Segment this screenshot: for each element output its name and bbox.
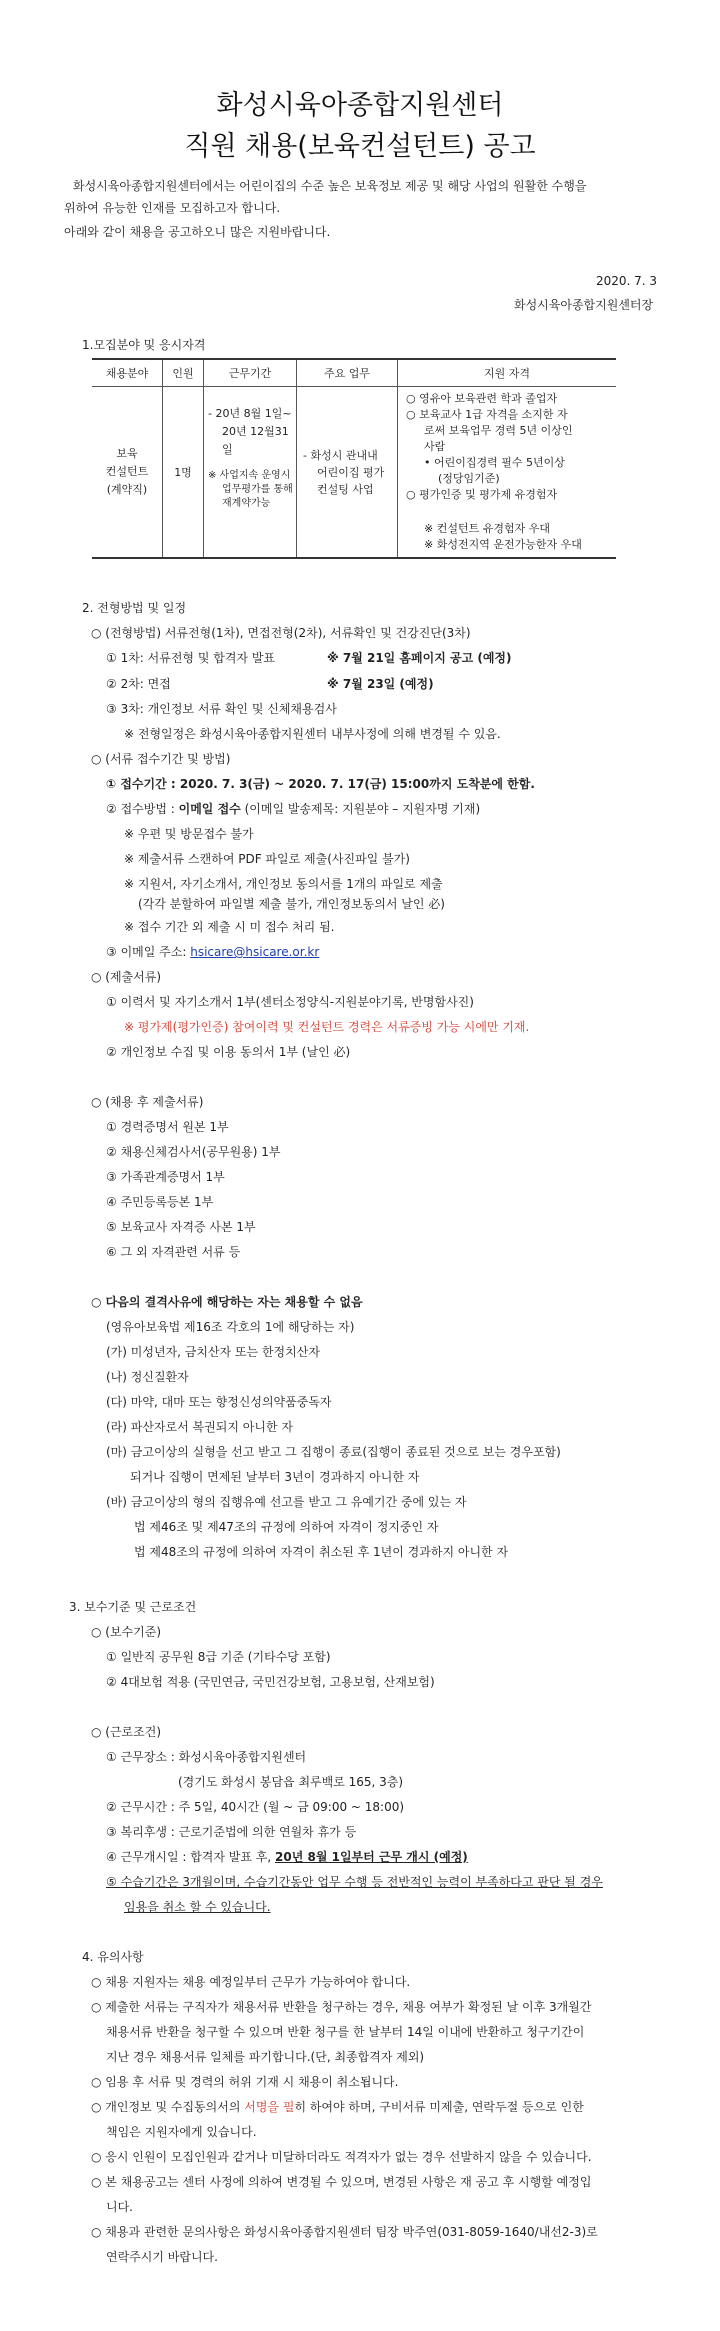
qual-note-line: ※ 화성전지역 운전가능한자 우대 [424,538,582,551]
note-text: 히 하여야 하며, 구비서류 미제출, 연락두절 등으로 인한 [294,2100,584,2114]
selection-method: ○ (전형방법) 서류전형(1차), 면접전형(2차), 서류확인 및 건강진단(3차) [91,626,471,640]
table-row [92,387,616,559]
list-item: ○ 채용 지원자는 채용 예정일부터 근무가 가능하여야 합니다. [91,1975,411,1989]
list-item: 연락주시기 바랍니다. [106,2250,218,2264]
receipt-method-rest: (이메일 발송제목: 지원분야 – 지원자명 기재) [240,802,481,816]
selection-step: ② 2차: 면접 [106,677,171,691]
period-note-line: ※ 사업지속 운영시 [208,470,291,481]
receipt-method-value: 이메일 접수 [178,802,241,816]
list-item: 책임은 지원자에게 있습니다. [106,2125,257,2139]
list-item: ⑤ 보육교사 자격증 사본 1부 [106,1220,256,1234]
period-note-line: 업무평가를 통해 [222,484,293,495]
announcement-date: 2020. 7. 3 [596,274,658,288]
selection-step: ③ 3차: 개인정보 서류 확인 및 신체채용검사 [106,702,337,716]
receipt-note: ※ 접수 기간 외 제출 시 미 접수 처리 됨. [124,920,335,934]
field-line: 보육 [116,447,138,460]
list-item: ① 일반직 공무원 8급 기준 (기타수당 포함) [106,1650,331,1664]
list-item: (다) 마약, 대마 또는 향정신성의약품중독자 [106,1395,332,1409]
work-address: (경기도 화성시 봉담읍 최루백로 165, 3층) [178,1775,404,1789]
list-item: ③ 가족관계증명서 1부 [106,1170,225,1184]
work-start [106,1850,468,1864]
list-item: ○ 본 채용공고는 센터 사정에 의하여 변경될 수 있으며, 변경된 사항은 재 공고 후 시행할 예정입 [91,2175,592,2189]
field-line: 컨설턴트 [105,465,149,478]
docs-item: ② 개인정보 수집 및 이용 동의서 1부 (날인 必) [106,1045,351,1059]
list-item: ② 채용신체검사서(공무원용) 1부 [106,1145,281,1159]
list-item: 채용서류 반환을 청구할 수 있으며 반환 청구를 한 날부터 14일 이내에 반환하고 청구기간이 [106,2025,585,2039]
col-header-qualification: 지원 자격 [398,359,617,387]
email-link[interactable]: hsicare@hsicare.or.kr [190,945,320,959]
qual-line: (정당임기준) [438,472,500,485]
after-heading: ○ (채용 후 제출서류) [91,1095,204,1109]
cell-qualification [398,387,617,559]
qual-line: 사람 [424,440,446,453]
duty-line: 어린이집 평가 [317,465,385,479]
receipt-note: (각각 분할하여 파일별 제출 불가, 개인정보동의서 날인 必) [138,897,445,911]
qual-line: 로써 보육업무 경력 5년 이상인 [424,424,573,437]
qual-line: • 어린이집경력 필수 5년이상 [424,456,565,469]
receipt-note: ※ 우편 및 방문접수 불가 [124,827,254,841]
pay-heading: ○ (보수기준) [91,1625,162,1639]
list-item: 니다. [106,2200,133,2214]
receipt-method [106,802,480,816]
col-header-count: 인원 [163,359,204,387]
cell-field [92,387,163,559]
intro-line-2: 위하여 유능한 인재를 모집하고자 합니다. [64,201,281,215]
section4-heading: 4. 유의사항 [82,1950,144,1964]
receipt-note: ※ 제출서류 스캔하여 PDF 파일로 제출(사진파일 불가) [124,852,410,866]
list-item: (바) 금고이상의 형의 집행유예 선고를 받고 그 유예기간 중에 있는 자 [106,1495,467,1509]
recruitment-table [92,358,616,559]
schedule-note: ※ 전형일정은 화성시육아종합지원센터 내부사정에 의해 변경될 수 있음. [124,727,501,741]
intro-line-3: 아래와 같이 채용을 공고하오니 많은 지원바랍니다. [64,225,331,239]
list-item: ⑥ 그 외 자격관련 서류 등 [106,1245,241,1259]
work-start-label: ④ 근무개시일 : 합격자 발표 후, [106,1850,276,1864]
list-item: (나) 정신질환자 [106,1370,189,1384]
email-label: ③ 이메일 주소: [106,945,191,959]
col-header-duty: 주요 업무 [297,359,398,387]
intro-line-1: 화성시육아종합지원센터에서는 어린이집의 수준 높은 보육정보 제공 및 해당 사업의 원활한 수행을 [73,179,587,193]
note-highlight: 서명을 필 [244,2100,295,2114]
receipt-method-label: ② 접수방법 : [106,802,179,816]
duty-line: - 화성시 관내내 [303,448,378,462]
field-line: (계약직) [106,483,148,496]
cell-period [204,387,297,559]
receipt-note: ※ 지원서, 자기소개서, 개인정보 동의서를 1개의 파일로 제출 [124,877,443,891]
qual-line: ○ 영유아 보육관련 학과 졸업자 [406,392,558,405]
list-item: 법 제48조의 규정에 의하여 자격이 취소된 후 1년이 경과하지 아니한 자 [134,1545,509,1559]
list-item: ④ 주민등록등본 1부 [106,1195,214,1209]
section1-heading: 1.모집분야 및 응시자격 [82,338,206,352]
disqualification-heading: ○ 다음의 결격사유에 해당하는 자는 채용할 수 없음 [91,1295,363,1309]
selection-step: ① 1차: 서류전형 및 합격자 발표 [106,651,276,665]
list-item: ○ 채용과 관련한 문의사항은 화성시육아종합지원센터 팀장 박주연(031-8059-1640/내선2-3)로 [91,2225,598,2239]
duty-line: 컨설팅 사업 [317,482,374,496]
period-note-line: 재계약가능 [222,498,271,509]
col-header-period: 근무기간 [204,359,297,387]
list-item: 되거나 집행이 면제된 날부터 3년이 경과하지 아니한 자 [130,1470,420,1484]
list-item: ① 경력증명서 원본 1부 [106,1120,229,1134]
work-place: ① 근무장소 : 화성시육아종합지원센터 [106,1750,307,1764]
list-item: ○ 제출한 서류는 구직자가 채용서류 반환을 청구하는 경우, 채용 여부가 확정된 날 이후 3개월간 [91,2000,592,2014]
docs-item: ① 이력서 및 자기소개서 1부(센터소정양식-지원분야기록, 반명함사진) [106,995,474,1009]
list-item: ② 4대보험 적용 (국민연금, 국민건강보험, 고용보험, 산재보험) [106,1675,435,1689]
work-probation: ⑤ 수습기간은 3개월이며, 수습기간동안 업무 수행 등 전반적인 능력이 부족하다고 판단 될 경우 [106,1875,603,1889]
receipt-heading: ○ (서류 접수기간 및 방법) [91,752,231,766]
qual-line: ○ 평가인증 및 평가제 유경험자 [406,488,558,501]
page-title: 화성시육아종합지원센터 [216,90,504,121]
qual-note-line: ※ 컨설턴트 유경험자 우대 [424,522,550,535]
selection-step-note: ※ 7월 21일 홈페이지 공고 (예정) [327,651,512,665]
docs-heading: ○ (제출서류) [91,970,162,984]
work-start-value: 20년 8월 1일부터 근무 개시 (예정) [275,1850,468,1864]
list-item: 지난 경우 채용서류 일체를 파기합니다.(단, 최종합격자 제외) [106,2050,425,2064]
note-text: ○ 개인정보 및 수집동의서의 [91,2100,245,2114]
period-line: 20년 12월31일 [222,425,289,456]
list-item: (라) 파산자로서 복권되지 아니한 자 [106,1420,293,1434]
work-heading: ○ (근로조건) [91,1725,162,1739]
list-item: ○ 응시 인원이 모집인원과 같거나 미달하더라도 적격자가 없는 경우 선발하지 않을 수 있습니다. [91,2150,592,2164]
work-welfare: ③ 복리후생 : 근로기준법에 의한 연월차 휴가 등 [106,1825,357,1839]
section3-heading: 3. 보수기준 및 근로조건 [69,1600,197,1614]
announcement-org: 화성시육아종합지원센터장 [514,298,654,312]
list-item: (마) 금고이상의 실형을 선고 받고 그 집행이 종료(집행이 종료된 것으로 보는 경우포함) [106,1445,561,1459]
docs-note: ※ 평가제(평가인증) 참여이력 및 컨설턴트 경력은 서류증빙 가능 시에만 기재. [124,1020,530,1034]
list-item: ○ 임용 후 서류 및 경력의 허위 기재 시 채용이 취소됩니다. [91,2075,399,2089]
list-item: 법 제46조 및 제47조의 규정에 의하여 자격이 정지중인 자 [134,1520,439,1534]
receipt-period: ① 접수기간 : 2020. 7. 3(금) ~ 2020. 7. 17(금) 15:00까지 도착분에 한함. [106,777,535,791]
cell-count: 1명 [163,387,204,559]
disqualification-sub: (영유아보육법 제16조 각호의 1에 해당하는 자) [106,1320,355,1334]
section2-heading: 2. 전형방법 및 일정 [82,601,187,615]
work-time: ② 근무시간 : 주 5일, 40시간 (월 ~ 금 09:00 ~ 18:00) [106,1800,405,1814]
period-line: - 20년 8월 1일~ [208,407,292,420]
email-line [106,945,319,959]
page-subtitle: 직원 채용(보육컨설턴트) 공고 [184,131,536,162]
cell-duty [297,387,398,559]
list-item: (가) 미성년자, 금치산자 또는 한정치산자 [106,1345,320,1359]
selection-step-note: ※ 7월 23일 (예정) [327,677,434,691]
col-header-field: 채용분야 [92,359,163,387]
qual-line: ○ 보육교사 1급 자격을 소지한 자 [406,408,568,421]
list-item [91,2100,584,2114]
work-probation: 임용을 취소 할 수 있습니다. [124,1900,271,1914]
